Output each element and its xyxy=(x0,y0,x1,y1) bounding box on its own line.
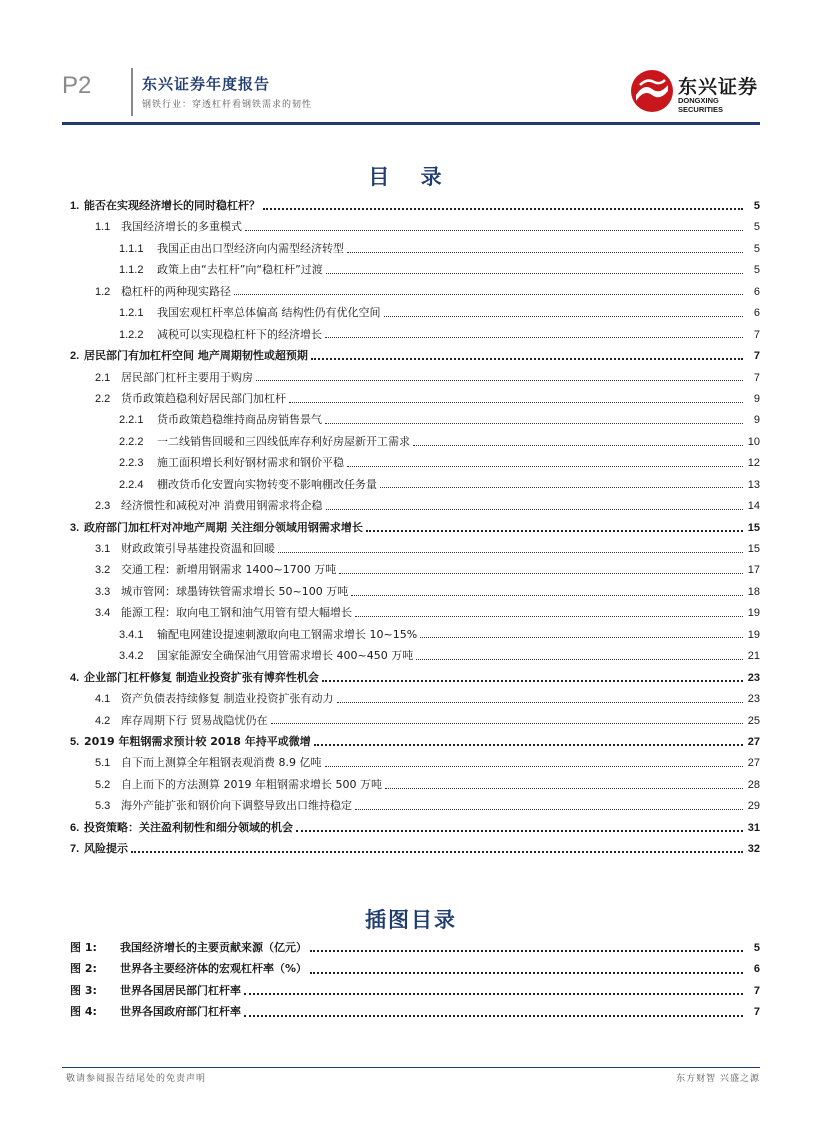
toc-entry-number: 3. xyxy=(70,521,80,534)
toc-entry-label: 国家能源安全确保油气用管需求增长 400~450 万吨 xyxy=(157,649,414,663)
dot-leader xyxy=(326,508,744,510)
toc-entry[interactable] xyxy=(62,302,760,323)
dot-leader xyxy=(245,229,743,231)
toc-entry[interactable] xyxy=(62,688,760,709)
toc-entry-number: 3.2 xyxy=(95,564,111,577)
toc-entry-label: 库存周期下行 贸易战隐忧仍在 xyxy=(121,713,268,727)
toc-entry-label: 棚改货币化安置向实物转变不影响棚改任务量 xyxy=(157,477,377,491)
toc-entry-label: 一二线销售回暖和三四线低库存利好房屋新开工需求 xyxy=(157,434,410,448)
toc-entry-page: 6 xyxy=(753,307,760,320)
dot-leader xyxy=(351,594,743,596)
toc-entry[interactable] xyxy=(62,474,760,495)
toc-entry[interactable] xyxy=(62,517,760,538)
dot-leader xyxy=(337,701,744,703)
figure-entry-label: 我国经济增长的主要贡献来源（亿元） xyxy=(120,941,307,954)
toc-entry-label: 居民部门杠杆主要用于购房 xyxy=(121,370,253,384)
dot-leader xyxy=(310,971,743,974)
toc-entry-number: 2.2.3 xyxy=(119,457,144,470)
report-title: 东兴证券年度报告 xyxy=(142,75,271,93)
toc-entry-page: 32 xyxy=(747,843,760,856)
figure-list-title: 插图目录 xyxy=(365,908,457,932)
toc-entry-page: 29 xyxy=(747,800,760,813)
toc-entry[interactable] xyxy=(62,624,760,645)
figure-entry[interactable] xyxy=(62,937,760,958)
dot-leader xyxy=(355,808,743,810)
toc-entry-number: 3.4.2 xyxy=(119,650,144,663)
figure-entry-page: 6 xyxy=(753,963,760,976)
dot-leader xyxy=(325,765,744,767)
toc-entry-label: 资产负债表持续修复 制造业投资扩张有动力 xyxy=(121,692,334,706)
toc-entry-page: 18 xyxy=(747,585,760,598)
toc-entry-number: 1.2.1 xyxy=(119,307,144,320)
dot-leader xyxy=(234,293,743,295)
dot-leader xyxy=(289,401,743,403)
dot-leader xyxy=(413,444,743,446)
toc-entry-number: 3.4 xyxy=(95,607,111,620)
dot-leader xyxy=(380,486,743,488)
logo-text-en: DONGXING SECURITIES xyxy=(678,96,724,114)
toc-entry[interactable] xyxy=(62,345,760,366)
toc-entry[interactable] xyxy=(62,324,760,345)
toc-entry-label: 自下而上测算全年粗钢表观消费 8.9 亿吨 xyxy=(121,756,322,770)
footer-rule xyxy=(62,1067,760,1068)
toc-entry-number: 5. xyxy=(70,735,80,748)
toc-entry-page: 10 xyxy=(747,435,760,448)
dot-leader xyxy=(271,722,744,724)
toc-entry[interactable] xyxy=(62,559,760,580)
toc-entry-number: 3.3 xyxy=(95,585,111,598)
toc-entry-label: 2019 年粗钢需求预计较 2018 年持平或微增 xyxy=(84,734,311,748)
toc-entry-page: 9 xyxy=(753,392,760,405)
figure-entry-label: 世界各主要经济体的宏观杠杆率（%） xyxy=(120,962,308,976)
toc-entry-number: 6. xyxy=(70,821,80,834)
toc-entry-page: 21 xyxy=(747,650,760,663)
toc-entry-page: 23 xyxy=(747,671,760,684)
dot-leader xyxy=(325,336,743,338)
toc-entry[interactable] xyxy=(62,538,760,559)
toc-entry-page: 6 xyxy=(753,285,760,298)
dot-leader xyxy=(326,272,743,274)
toc-entry[interactable] xyxy=(62,388,760,409)
toc-entry-page: 28 xyxy=(747,778,760,791)
toc-entry[interactable] xyxy=(62,817,760,838)
toc-entry-page: 14 xyxy=(747,500,760,513)
toc-entry-page: 7 xyxy=(753,350,760,363)
toc-entry-page: 12 xyxy=(747,457,760,470)
dot-leader xyxy=(347,251,743,253)
page-header xyxy=(0,0,827,130)
toc-entry-number: 2.3 xyxy=(95,500,111,513)
toc-title: 目 录 xyxy=(368,165,454,189)
toc-entry-page: 15 xyxy=(747,521,760,534)
dot-leader xyxy=(311,357,743,360)
toc-entry-page: 31 xyxy=(747,821,760,834)
toc-entry-page: 7 xyxy=(753,328,760,341)
figure-entry-number: 图 3: xyxy=(70,983,97,997)
dot-leader xyxy=(366,529,743,532)
logo-text-cn: 东兴证券 xyxy=(678,76,759,98)
toc-entry-label: 我国宏观杠杆率总体偏高 结构性仍有优化空间 xyxy=(157,306,381,320)
toc-entry[interactable] xyxy=(62,367,760,388)
dot-leader xyxy=(385,787,743,789)
toc-entry[interactable] xyxy=(62,667,760,688)
toc-entry-label: 我国经济增长的多重模式 xyxy=(121,220,242,234)
toc-entry-page: 7 xyxy=(753,371,760,384)
dot-leader xyxy=(420,636,743,638)
toc-entry-label: 输配电网建设提速刺激取向电工钢需求增长 10~15% xyxy=(157,627,418,641)
toc-entry[interactable] xyxy=(62,795,760,816)
toc-entry-page: 5 xyxy=(753,200,760,212)
toc-entry-number: 7. xyxy=(70,843,80,856)
toc-entry-label: 企业部门杠杆修复 制造业投资扩张有博弈性机会 xyxy=(84,670,319,684)
toc-entry-label: 经济惯性和减税对冲 消费用钢需求将企稳 xyxy=(121,499,323,513)
toc-entry-label: 财政政策引导基建投资温和回暖 xyxy=(121,542,275,555)
figure-entry[interactable] xyxy=(62,958,760,979)
dot-leader xyxy=(355,615,743,617)
dot-leader xyxy=(310,949,743,952)
dot-leader xyxy=(278,551,743,553)
toc-entry-number: 1.1.1 xyxy=(119,242,144,255)
toc-entry-number: 2.2.1 xyxy=(119,414,144,427)
dot-leader xyxy=(347,465,743,467)
toc-entry[interactable] xyxy=(62,452,760,473)
toc-entry-page: 5 xyxy=(753,221,760,234)
toc-entry[interactable] xyxy=(62,195,760,216)
toc-entry-page: 5 xyxy=(753,242,760,255)
toc-entry-label: 稳杠杆的两种现实路径 xyxy=(121,284,231,298)
figure-entry-number: 图 1: xyxy=(70,941,97,954)
dot-leader xyxy=(322,679,743,682)
report-subtitle: 钢铁行业：穿透杠杆看钢铁需求的韧性 xyxy=(142,100,313,110)
toc-entry-number: 5.3 xyxy=(95,800,111,813)
toc-entry-page: 13 xyxy=(747,478,760,491)
company-slogan: 东方财智 兴盛之源 xyxy=(676,1074,760,1084)
figure-entry-number: 图 2: xyxy=(70,962,97,976)
dot-leader xyxy=(256,379,743,381)
toc-entry[interactable] xyxy=(62,710,760,731)
dot-leader xyxy=(263,207,743,210)
toc-entry-label: 减税可以实现稳杠杆下的经济增长 xyxy=(157,327,322,341)
dot-leader xyxy=(325,422,743,424)
toc-entry-page: 23 xyxy=(747,693,760,706)
toc-entry-number: 2.2.4 xyxy=(119,478,144,491)
toc-entry[interactable] xyxy=(62,645,760,666)
toc-entry-label: 施工面积增长利好钢材需求和钢价平稳 xyxy=(157,456,344,470)
figure-entry-label: 世界各国政府部门杠杆率 xyxy=(120,1005,241,1019)
toc-entry-page: 5 xyxy=(753,264,760,277)
toc-entry-page: 15 xyxy=(747,543,760,555)
toc-entry-number: 2.2 xyxy=(95,392,111,405)
header-divider xyxy=(131,68,133,116)
toc-entry[interactable] xyxy=(62,495,760,516)
toc-entry[interactable] xyxy=(62,774,760,795)
toc-entry-number: 2.2.2 xyxy=(119,435,144,448)
toc-entry-number: 1. xyxy=(70,200,80,212)
toc-entry[interactable] xyxy=(62,409,760,430)
company-logo xyxy=(630,68,760,114)
header-rule xyxy=(62,122,760,125)
toc-entry[interactable] xyxy=(62,752,760,773)
toc-entry-page: 27 xyxy=(747,757,760,770)
dot-leader xyxy=(296,829,743,832)
dot-leader xyxy=(244,992,743,995)
toc-entry-number: 5.2 xyxy=(95,778,111,791)
figure-list xyxy=(62,937,760,1023)
figure-entry-page: 7 xyxy=(753,984,760,997)
toc-entry-label: 我国正由出口型经济向内需型经济转型 xyxy=(157,241,344,255)
toc-entry-number: 3.1 xyxy=(95,543,111,555)
toc-entry[interactable] xyxy=(62,238,760,259)
toc-entry-number: 1.2.2 xyxy=(119,328,144,341)
toc-entry-label: 自上而下的方法测算 2019 年粗钢需求增长 500 万吨 xyxy=(121,777,382,791)
toc-entry-number: 2.1 xyxy=(95,371,111,384)
toc-entry-label: 风险提示 xyxy=(84,842,128,856)
dot-leader xyxy=(314,743,743,746)
toc-entry-page: 19 xyxy=(747,628,760,641)
toc-entry-label: 城市管网：球墨铸铁管需求增长 50~100 万吨 xyxy=(121,584,349,598)
toc-entry[interactable] xyxy=(62,602,760,623)
toc-entry-label: 政府部门加杠杆对冲地产周期 关注细分领域用钢需求增长 xyxy=(84,520,363,534)
toc-entry[interactable] xyxy=(62,838,760,859)
toc-entry-label: 交通工程：新增用钢需求 1400~1700 万吨 xyxy=(121,563,337,577)
toc-entry-label: 政策上由“去杠杆”向“稳杠杆”过渡 xyxy=(157,263,323,277)
figure-entry-number: 图 4: xyxy=(70,1005,97,1019)
toc-entry[interactable] xyxy=(62,259,760,280)
toc-entry[interactable] xyxy=(62,731,760,752)
figure-entry[interactable] xyxy=(62,980,760,1001)
page-number: P2 xyxy=(62,72,92,99)
toc-entry-number: 4.1 xyxy=(95,693,111,706)
toc-entry[interactable] xyxy=(62,581,760,602)
dot-leader xyxy=(131,850,743,853)
toc-entry-number: 1.1.2 xyxy=(119,264,144,277)
toc-entry-label: 海外产能扩张和钢价向下调整导致出口维持稳定 xyxy=(121,799,352,813)
toc-entry-page: 17 xyxy=(747,564,760,577)
toc-entry-number: 2. xyxy=(70,350,80,363)
toc-entry-label: 能源工程：取向电工钢和油气用管有望大幅增长 xyxy=(121,606,352,620)
toc-entry-page: 27 xyxy=(747,735,760,748)
figure-entry-page: 5 xyxy=(753,942,760,954)
toc-entry[interactable] xyxy=(62,281,760,302)
figure-entry[interactable] xyxy=(62,1001,760,1022)
dot-leader xyxy=(416,658,743,660)
toc-entry-number: 4.2 xyxy=(95,714,111,727)
toc-entry-page: 19 xyxy=(747,607,760,620)
toc-entry-label: 货币政策趋稳维持商品房销售景气 xyxy=(157,413,322,427)
toc-entry[interactable] xyxy=(62,216,760,237)
dot-leader xyxy=(244,1014,743,1017)
logo-emblem-icon xyxy=(630,69,674,113)
toc-entry-page: 9 xyxy=(753,414,760,427)
table-of-contents xyxy=(62,195,760,860)
dot-leader xyxy=(384,315,744,317)
toc-entry-label: 货币政策趋稳利好居民部门加杠杆 xyxy=(121,391,286,405)
toc-entry-page: 25 xyxy=(747,714,760,727)
toc-entry-number: 4. xyxy=(70,671,80,684)
toc-entry-number: 1.2 xyxy=(95,285,111,298)
toc-entry-label: 投资策略：关注盈利韧性和细分领域的机会 xyxy=(84,820,293,834)
toc-entry-label: 居民部门有加杠杆空间 地产周期韧性或超预期 xyxy=(84,349,308,363)
figure-entry-page: 7 xyxy=(753,1006,760,1019)
dot-leader xyxy=(339,572,743,574)
toc-entry[interactable] xyxy=(62,431,760,452)
figure-entry-label: 世界各国居民部门杠杆率 xyxy=(120,983,241,997)
toc-entry-number: 1.1 xyxy=(95,221,111,234)
disclaimer-note: 敬请参阅报告结尾处的免责声明 xyxy=(66,1074,207,1084)
toc-entry-label: 能否在实现经济增长的同时稳杠杆？ xyxy=(84,199,260,212)
toc-entry-number: 5.1 xyxy=(95,757,111,770)
toc-entry-number: 3.4.1 xyxy=(119,628,144,641)
